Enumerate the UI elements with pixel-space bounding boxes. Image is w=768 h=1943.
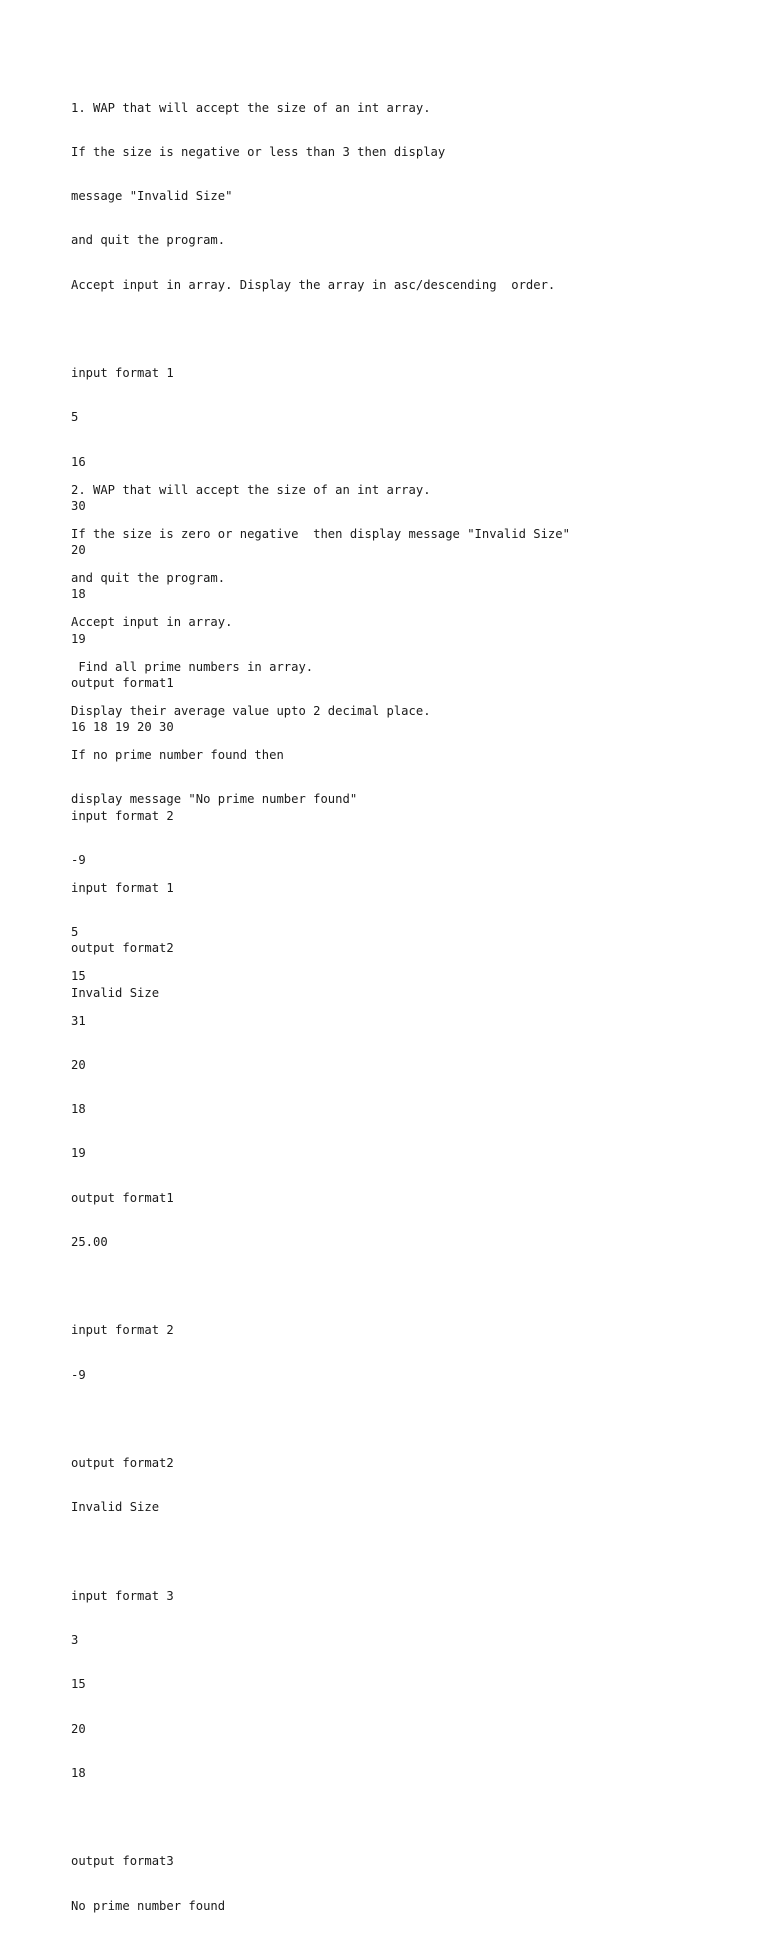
q2-input1-value: 15 — [71, 969, 86, 984]
q2-input3-value: 20 — [71, 1721, 86, 1736]
q2-statement-line: 2. WAP that will accept the size of an int array. — [71, 482, 431, 497]
q1-statement-line: If the size is negative or less than 3 then display — [71, 144, 446, 159]
q1-statement-line: message "Invalid Size" — [71, 189, 233, 203]
blank-line — [71, 1810, 570, 1825]
blank-line — [71, 322, 555, 337]
q2-input1-value: 5 — [71, 925, 79, 939]
q1-input1-value: 30 — [71, 498, 86, 513]
q2-statement-line: If no prime number found then — [71, 748, 284, 762]
q2-statement-line: and quit the program. — [71, 571, 226, 585]
q2-input1-label: input format 1 — [71, 880, 174, 895]
q1-output2-value: Invalid Size — [71, 985, 160, 1000]
q2-input3-label: input format 3 — [71, 1588, 174, 1603]
q1-input1-value: 16 — [71, 454, 86, 469]
q1-output2-label: output format2 — [71, 941, 174, 956]
q2-input3-value: 18 — [71, 1765, 86, 1780]
q2-output2-label: output format2 — [71, 1456, 174, 1470]
q2-statement-line: display message "No prime number found" — [71, 792, 358, 807]
q1-input1-value: 20 — [71, 543, 86, 557]
q1-output1-label: output format1 — [71, 675, 174, 690]
q1-statement-line: and quit the program. — [71, 233, 226, 248]
q1-output1-value: 16 18 19 20 30 — [71, 720, 174, 734]
q2-input1-value: 19 — [71, 1146, 86, 1161]
q1-input1-value: 18 — [71, 587, 86, 602]
q2-input1-value: 18 — [71, 1102, 86, 1116]
blank-line — [71, 1545, 570, 1560]
q2-output3-value: No prime number found — [71, 1898, 226, 1913]
q2-input2-label: input format 2 — [71, 1323, 174, 1338]
q2-input2-value: -9 — [71, 1367, 86, 1382]
q2-output3-label: output format3 — [71, 1854, 174, 1869]
q1-statement-line: 1. WAP that will accept the size of an int array. — [71, 100, 431, 115]
q2-output1-label: output format1 — [71, 1190, 174, 1205]
q1-input1-label: input format 1 — [71, 366, 174, 380]
q2-statement-line: Display their average value upto 2 decimal place. — [71, 703, 431, 718]
q1-statement-line: Accept input in array. Display the array in asc/descending order. — [71, 277, 556, 292]
q1-input2-label: input format 2 — [71, 808, 174, 823]
q2-output2-value: Invalid Size — [71, 1500, 160, 1515]
q2-output1-value: 25.00 — [71, 1234, 108, 1249]
blank-line — [71, 1412, 570, 1427]
blank-line — [71, 837, 570, 852]
q2-statement-line: Accept input in array. — [71, 615, 233, 630]
q2-input1-value: 31 — [71, 1013, 86, 1028]
q1-input2-value: -9 — [71, 852, 86, 867]
q1-input1-value: 5 — [71, 410, 79, 425]
q2-statement-line: If the size is zero or negative then display message "Invalid Size" — [71, 526, 570, 541]
question-2 — [71, 453, 570, 1943]
q2-statement-line: Find all prime numbers in array. — [71, 659, 314, 674]
q2-input1-value: 20 — [71, 1057, 86, 1072]
q2-input3-value: 3 — [71, 1633, 79, 1647]
blank-line — [71, 1279, 570, 1294]
q2-input3-value: 15 — [71, 1677, 86, 1692]
q1-input1-value: 19 — [71, 631, 86, 646]
